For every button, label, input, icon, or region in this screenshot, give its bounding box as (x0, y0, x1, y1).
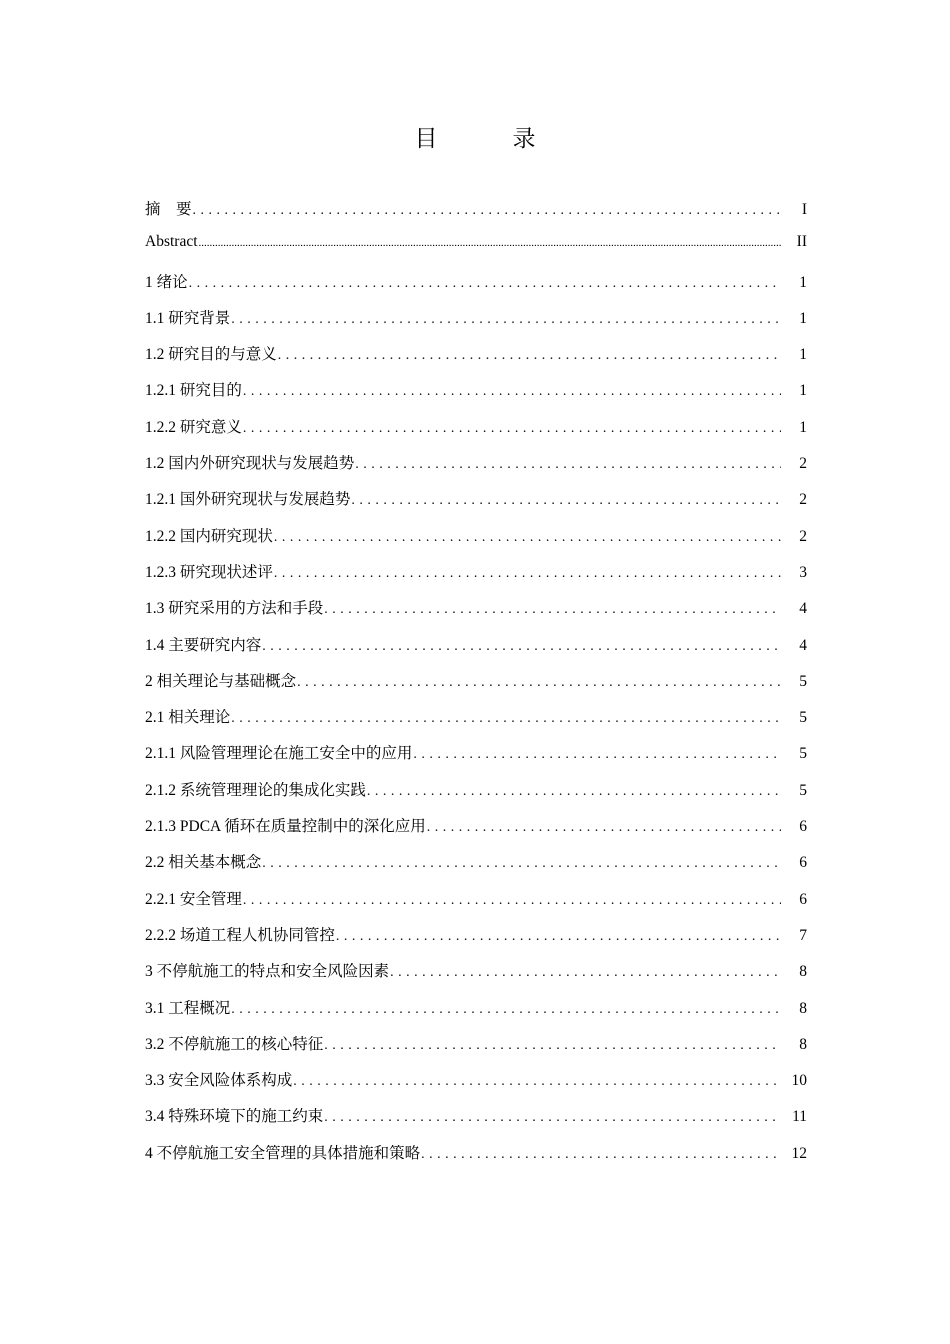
dot-leader (193, 203, 781, 219)
toc-entry-page-number: 8 (799, 999, 807, 1017)
toc-entry[interactable] (145, 524, 807, 560)
toc-entry[interactable] (145, 342, 807, 378)
toc-entry-label: 2.1 相关理论 (145, 709, 231, 727)
toc-entry-page-number: 1 (799, 418, 807, 436)
toc-entry-page-number: 5 (799, 745, 807, 763)
toc-entry-label: 3.1 工程概况 (145, 999, 231, 1017)
dot-leader (262, 856, 781, 872)
toc-entry[interactable] (145, 451, 807, 487)
toc-entry-page-number: 8 (799, 1035, 807, 1053)
dot-leader (324, 1038, 781, 1054)
toc-entry[interactable] (145, 959, 807, 995)
dot-leader (199, 235, 781, 251)
toc-entry-label: 2.2.2 场道工程人机协同管控 (145, 926, 335, 944)
toc-entry-label: 1.2.1 研究目的 (145, 382, 242, 400)
dot-leader (243, 421, 781, 437)
toc-entry-label: 1.2.3 研究现状述评 (145, 563, 273, 581)
toc-entry-page-number: 2 (799, 491, 807, 509)
toc-entry[interactable] (145, 1141, 807, 1177)
toc-entry-label: 2.2.1 安全管理 (145, 890, 242, 908)
toc-entry-page-number: 4 (799, 636, 807, 654)
toc-entry[interactable] (145, 887, 807, 923)
toc-entry-label: 1 绪论 (145, 273, 188, 291)
toc-entry-page-number: 6 (799, 818, 807, 836)
toc-entry[interactable] (145, 306, 807, 342)
toc-entry-page-number: 6 (799, 854, 807, 872)
dot-leader (421, 1147, 781, 1163)
toc-entry-label: 1.2.2 国内研究现状 (145, 527, 273, 545)
toc-entry[interactable] (145, 923, 807, 959)
toc-entry-page-number: 1 (799, 346, 807, 364)
dot-leader (413, 747, 781, 763)
toc-entry[interactable] (145, 487, 807, 523)
toc-entry[interactable] (145, 270, 807, 306)
toc-entry-label: 摘 要 (145, 201, 192, 218)
toc-entry-label: 3 不停航施工的特点和安全风险因素 (145, 963, 390, 981)
toc-entry-label: 3.3 安全风险体系构成 (145, 1072, 293, 1090)
toc-entry[interactable] (145, 669, 807, 705)
toc-entry[interactable] (145, 560, 807, 596)
toc-entry[interactable] (145, 378, 807, 414)
toc-entry-page-number: 8 (799, 963, 807, 981)
toc-entry[interactable] (145, 741, 807, 777)
dot-leader (367, 784, 781, 800)
toc-entry-page-number: 3 (799, 563, 807, 581)
toc-entry-page-number: 1 (799, 309, 807, 327)
toc-entry-page-number: 6 (799, 890, 807, 908)
dot-leader (231, 1002, 781, 1018)
toc-entry[interactable] (145, 705, 807, 741)
toc-entry-label: 1.2 国内外研究现状与发展趋势 (145, 455, 355, 473)
toc-entry-label: 1.4 主要研究内容 (145, 636, 262, 654)
toc-entry-label: 3.4 特殊环境下的施工约束 (145, 1108, 324, 1126)
toc-entry[interactable] (145, 1104, 807, 1140)
table-of-contents (145, 197, 807, 1177)
toc-entry-page-number: 1 (799, 382, 807, 400)
toc-entry[interactable] (145, 1032, 807, 1068)
dot-leader (336, 929, 781, 945)
toc-entry-label: 1.2.1 国外研究现状与发展趋势 (145, 491, 351, 509)
dot-leader (297, 675, 781, 691)
toc-entry[interactable] (145, 233, 807, 269)
toc-entry-page-number: 1 (799, 273, 807, 291)
toc-entry-label: Abstract (145, 233, 198, 251)
dot-leader (427, 820, 781, 836)
toc-entry-page-number: 5 (799, 781, 807, 799)
dot-leader (231, 711, 781, 727)
dot-leader (278, 348, 781, 364)
toc-entry-page-number: 5 (799, 672, 807, 690)
toc-entry[interactable] (145, 197, 807, 233)
dot-leader (243, 384, 781, 400)
toc-entry-label: 2.1.3 PDCA 循环在质量控制中的深化应用 (145, 818, 426, 836)
dot-leader (355, 457, 781, 473)
toc-entry[interactable] (145, 596, 807, 632)
toc-entry-label: 2.2 相关基本概念 (145, 854, 262, 872)
toc-entry-page-number: 2 (799, 527, 807, 545)
toc-entry-page-number: 2 (799, 455, 807, 473)
toc-entry-label: 1.2.2 研究意义 (145, 418, 242, 436)
toc-entry[interactable] (145, 814, 807, 850)
dot-leader (390, 965, 781, 981)
dot-leader (324, 602, 781, 618)
toc-entry[interactable] (145, 1068, 807, 1104)
toc-entry-label: 2 相关理论与基础概念 (145, 672, 297, 690)
toc-entry-page-number: 11 (792, 1108, 807, 1126)
toc-entry[interactable] (145, 778, 807, 814)
toc-entry[interactable] (145, 633, 807, 669)
dot-leader (189, 276, 781, 292)
toc-entry[interactable] (145, 996, 807, 1032)
dot-leader (351, 493, 781, 509)
toc-entry[interactable] (145, 415, 807, 451)
toc-entry-page-number: 4 (799, 600, 807, 618)
dot-leader (274, 530, 781, 546)
toc-entry-page-number: 7 (799, 926, 807, 944)
toc-entry-page-number: 12 (791, 1144, 807, 1162)
toc-entry-label: 2.1.2 系统管理理论的集成化实践 (145, 781, 366, 799)
toc-entry-page-number: II (796, 233, 807, 251)
toc-entry-page-number: 10 (791, 1072, 807, 1090)
toc-entry-page-number: I (801, 201, 807, 218)
dot-leader (293, 1074, 781, 1090)
dot-leader (274, 566, 781, 582)
toc-entry-label: 2.1.1 风险管理理论在施工安全中的应用 (145, 745, 413, 763)
dot-leader (324, 1110, 781, 1126)
dot-leader (262, 639, 781, 655)
toc-entry-label: 3.2 不停航施工的核心特征 (145, 1035, 324, 1053)
toc-title: 目 录 (414, 126, 562, 152)
toc-entry-label: 1.2 研究目的与意义 (145, 346, 277, 364)
toc-entry-label: 4 不停航施工安全管理的具体措施和策略 (145, 1144, 421, 1162)
toc-entry-label: 1.1 研究背景 (145, 309, 231, 327)
dot-leader (243, 893, 781, 909)
toc-entry-label: 1.3 研究采用的方法和手段 (145, 600, 324, 618)
toc-entry-page-number: 5 (799, 709, 807, 727)
dot-leader (231, 312, 781, 328)
toc-entry[interactable] (145, 850, 807, 886)
